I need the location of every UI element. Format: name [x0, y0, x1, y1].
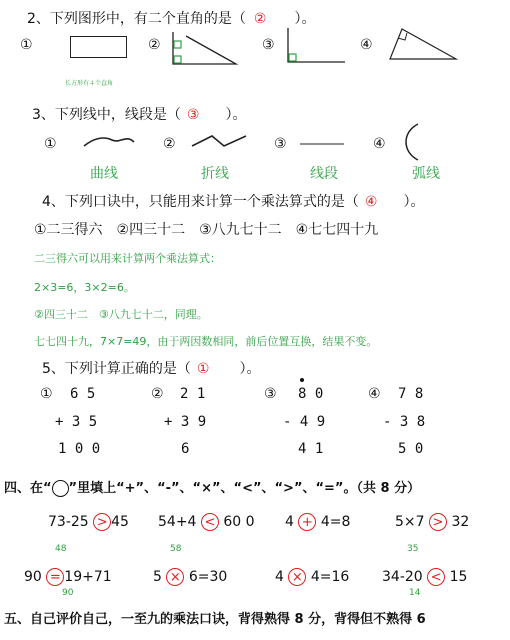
- answer-circle: ×: [288, 568, 306, 586]
- s4-r2i4-left: 34-20: [382, 569, 423, 585]
- s4-r1i2-right: 60 0: [223, 514, 255, 530]
- right-triangle-shape: [388, 26, 460, 62]
- q3-option-2: ②: [163, 136, 176, 152]
- q4-explain-2: 2×3=6，3×2=6。: [34, 281, 135, 294]
- q5-col1-num: ①: [40, 386, 53, 402]
- answer-circle: +: [298, 513, 316, 531]
- q2-option-4: ④: [360, 37, 373, 53]
- q5-col3-b: - 4 9: [283, 414, 326, 430]
- q5-answer: ①: [196, 361, 210, 377]
- rectangle-shape: [70, 36, 130, 60]
- q4-answer: ④: [364, 194, 378, 210]
- label-broken: 折线: [201, 166, 229, 182]
- q5-col3-a: 8 0: [298, 386, 324, 402]
- two-right-angle-shape: [170, 30, 242, 70]
- s4-r2-item3: [275, 568, 349, 586]
- q5-col2-b: + 3 9: [164, 414, 207, 430]
- work-35: 35: [407, 544, 419, 554]
- q4-explain-3: ②四三十二 ③八九七十二，同理。: [34, 308, 208, 321]
- q5-col4-a: 7 8: [398, 386, 424, 402]
- carry-dot: [300, 378, 304, 382]
- q2-option-3: ③: [262, 37, 275, 53]
- q5-col3-num: ③: [264, 386, 277, 402]
- q4-explain-1: 二三得六可以用来计算两个乘法算式：: [34, 252, 221, 265]
- q3-option-3: ③: [274, 136, 287, 152]
- s4-r2i2-left: 5: [153, 569, 162, 585]
- q5-col2-r: 6: [181, 441, 190, 457]
- curve-line: [82, 130, 138, 154]
- answer-circle: >: [93, 513, 111, 531]
- q3-title: [32, 104, 246, 124]
- q5-col4-num: ④: [368, 386, 381, 402]
- broken-line: [190, 130, 250, 154]
- q3-option-1: ①: [44, 136, 57, 152]
- answer-circle: >: [429, 513, 447, 531]
- answer-circle: =: [46, 568, 64, 586]
- work-14: 14: [409, 588, 421, 598]
- s4-r1-item2: [158, 513, 255, 531]
- s4-r1-item4: [395, 513, 469, 531]
- s4-title: [4, 477, 420, 497]
- s4-r1i1-left: 73-25: [48, 514, 89, 530]
- s4-r2-item4: [382, 568, 467, 586]
- s4-r1i1-right: 45: [111, 514, 129, 530]
- q4-explain-4: 七七四十九，7×7=49，由于两因数相同，前后位置互换，结果不变。: [34, 335, 378, 348]
- answer-circle: ×: [166, 568, 184, 586]
- q5-col4-b: - 3 8: [383, 414, 426, 430]
- s4-r2-item1: [24, 568, 112, 586]
- q5-col2-a: 2 1: [180, 386, 206, 402]
- q3-title-text: 3、下列线中，线段是（: [32, 107, 181, 123]
- s4-title-b: ”里填上“+”、“-”、“×”、“<”、“>”、“=”。（共 8 分）: [68, 481, 421, 496]
- one-right-angle-shape: [285, 26, 349, 66]
- q5-title-text: 5、下列计算正确的是（: [42, 361, 191, 377]
- q4-title-text: 4、下列口诀中，只能用来计算一个乘法算式的是（: [42, 194, 359, 210]
- q5-col2-num: ②: [151, 386, 164, 402]
- s4-r2-item2: [153, 568, 227, 586]
- q4-close: ）。: [403, 194, 425, 210]
- s4-r1i3-left: 4: [285, 514, 294, 530]
- q4-title: [42, 191, 424, 211]
- arc-line: [400, 122, 424, 162]
- q5-col1-r: 1 0 0: [58, 441, 101, 457]
- q5-col3-r: 4 1: [298, 441, 324, 457]
- s4-title-a: 四、在“: [4, 481, 52, 496]
- work-90: 90: [62, 588, 74, 598]
- s4-r2i3-left: 4: [275, 569, 284, 585]
- q4-choices: ①二三得六 ②四三十二 ③八九七十二 ④七七四十九: [34, 222, 379, 238]
- s4-r1i4-right: 32: [451, 514, 470, 530]
- s4-r2i1-right: 19+71: [64, 569, 112, 585]
- line-segment: [298, 142, 348, 146]
- q2-answer: ②: [253, 11, 267, 27]
- q2-title: [27, 8, 315, 28]
- label-segment: 线段: [310, 166, 338, 182]
- answer-circle: <: [427, 568, 445, 586]
- s4-r1-item3: [285, 513, 350, 531]
- s4-r1-item1: [48, 513, 129, 531]
- s4-r2i3-right: 4=16: [310, 569, 350, 585]
- s4-r2i2-right: 6=30: [188, 569, 228, 585]
- q2-close: ）。: [294, 11, 316, 27]
- s4-r1i2-left: 54+4: [158, 514, 197, 530]
- label-curve: 曲线: [90, 166, 118, 182]
- s4-r1i4-left: 5×7: [395, 514, 425, 530]
- s5-title: 五、自己评价自己，一至九的乘法口诀，背得熟得 8 分，背得但不熟得 6: [4, 612, 426, 627]
- q2-title-text: 2、下列图形中，有二个直角的是（: [27, 11, 246, 27]
- q5-title: [42, 358, 260, 378]
- empty-circle-icon: [52, 480, 69, 497]
- q3-answer: ③: [186, 107, 200, 123]
- q2-note: 长方形有４个直角: [65, 80, 114, 87]
- s4-r1i3-right: 4=8: [320, 514, 351, 530]
- q3-close: ）。: [225, 107, 247, 123]
- s4-r2i1-left: 90: [24, 569, 42, 585]
- work-58: 58: [170, 544, 182, 554]
- q2-option-2: ②: [148, 37, 161, 53]
- label-arc: 弧线: [412, 166, 440, 182]
- q5-col1-a: 6 5: [70, 386, 96, 402]
- q2-option-1: ①: [20, 37, 33, 53]
- s4-r2i4-right: 15: [449, 569, 468, 585]
- work-48: 48: [55, 544, 67, 554]
- q5-col4-r: 5 0: [398, 441, 424, 457]
- answer-circle: <: [201, 513, 219, 531]
- q5-col1-b: + 3 5: [55, 414, 98, 430]
- q5-close: ）。: [239, 361, 261, 377]
- q3-option-4: ④: [373, 136, 386, 152]
